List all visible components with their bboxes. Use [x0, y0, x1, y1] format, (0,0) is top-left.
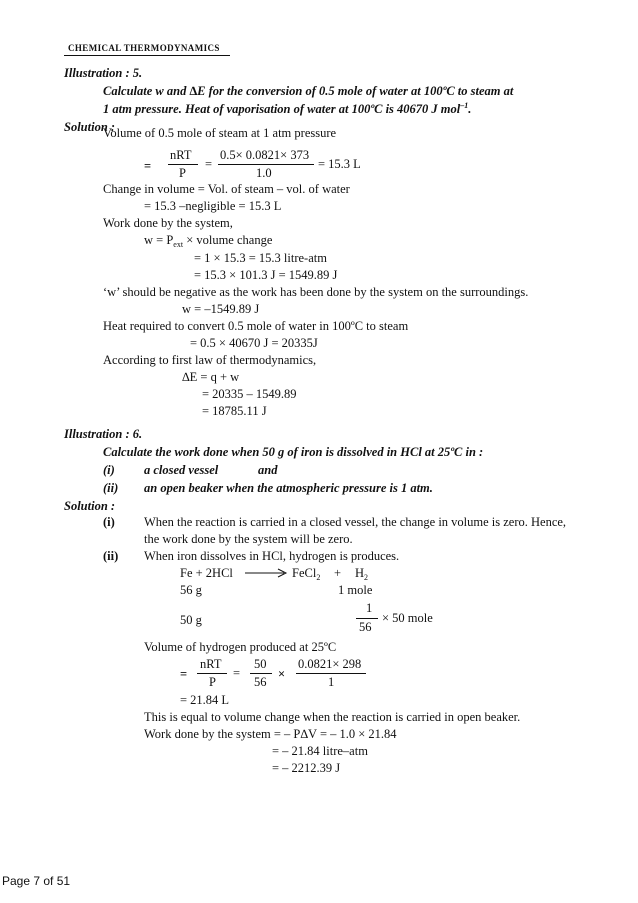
illustration-5-question-line1: Calculate w and ∆E for the conversion of 0.5 mole of water at 100ºC to steam at — [103, 84, 514, 98]
eq2-equals: = — [180, 667, 188, 681]
sol6-equal-volume: This is equal to volume change when the reaction is carried in open beaker. — [144, 710, 521, 724]
eq2-denominator-3: 1 — [328, 675, 335, 689]
reaction-56g: 56 g — [180, 583, 202, 597]
eq1-fraction-bar-1 — [168, 164, 198, 165]
reaction-plus: + — [334, 566, 342, 580]
eq1-equals: = — [144, 159, 152, 173]
sol6-i-line2: the work done by the system will be zero. — [144, 532, 353, 546]
sol6-i-line1: When the reaction is carried in a closed vessel, the change in volume is zero. Hence, — [144, 515, 567, 529]
sol5-heat-value: = 0.5 × 40670 J = 20335J — [190, 336, 318, 350]
sol5-w-pext: $w = P_{ext}$ × volume change — [144, 233, 273, 249]
illustration-5-label: Illustration : 5. — [64, 66, 143, 80]
reaction-reactants: Fe + 2HCl — [180, 566, 233, 580]
reaction-fecl2: FeCl$_2$ — [292, 566, 321, 582]
sol5-negligible: = 15.3 –negligible = 15.3 L — [144, 199, 282, 213]
sol5-work-done: Work done by the system, — [103, 216, 233, 230]
illustration-6-question: Calculate the work done when 50 g of iron is dissolved in HCl at 25ºC in : — [103, 445, 484, 459]
solution-5-label: Solution : — [64, 120, 116, 134]
header-rule — [64, 55, 230, 56]
moles-fraction-rest: × 50 mole — [382, 611, 433, 625]
reaction-arrow-icon — [244, 566, 288, 580]
eq2-fraction-bar-3 — [296, 673, 366, 674]
eq1-denominator-2: 1.0 — [256, 166, 272, 180]
sol6-ii-line1: When iron dissolves in HCl, hydrogen is produces. — [144, 549, 400, 563]
eq2-numerator-2: 50 — [254, 657, 267, 671]
sol6-work-done: Work done by the system = – P∆V = – 1.0 × 21.84 — [144, 727, 397, 741]
moles-fraction-denominator: 56 — [359, 620, 372, 634]
eq2-times: × — [278, 667, 286, 681]
reaction-h2: $H_2$ — [355, 566, 369, 582]
sol5-joules: = 15.3 × 101.3 J = 1549.89 J — [194, 268, 338, 282]
eq1-result: = 15.3 L — [318, 157, 361, 171]
solution-6-label: Solution : — [64, 499, 116, 513]
sol5-line-volume: Volume of 0.5 mole of steam at 1 atm pressure — [103, 126, 337, 140]
part-ii-number: (ii) — [103, 481, 119, 495]
eq2-denominator-1: P — [209, 675, 216, 689]
running-header: CHEMICAL THERMODYNAMICS — [68, 43, 220, 53]
moles-fraction-bar — [356, 618, 378, 619]
sol6-volume-h2: Volume of hydrogen produced at 25ºC — [144, 640, 337, 654]
eq2-fraction-bar-2 — [250, 673, 272, 674]
reaction-50g: 50 g — [180, 613, 202, 627]
part-i-and: and — [258, 463, 278, 477]
part-i-text: a closed vessel — [144, 463, 219, 477]
eq1-numerator-2-text: 0.5× 0.0821× 373 — [220, 148, 310, 162]
sol5-delta-e: ∆E = q + w — [182, 370, 240, 384]
sol6-i-number: (i) — [103, 515, 115, 529]
part-i-number: (i) — [103, 463, 115, 477]
sol6-ii-number: (ii) — [103, 549, 119, 563]
sol5-result: = 18785.11 J — [202, 404, 267, 418]
sol5-subtraction: = 20335 – 1549.89 — [202, 387, 297, 401]
sol5-negative-note: ‘w’ should be negative as the work has been done by the system on the surroundings. — [103, 285, 529, 299]
eq1-denominator-1: P — [179, 166, 186, 180]
eq1-fraction-bar-2 — [218, 164, 314, 165]
eq2-equals-2: = — [233, 666, 241, 680]
moles-fraction-numerator: 1 — [366, 601, 373, 615]
part-ii-text: an open beaker when the atmospheric pressure is 1 atm. — [144, 481, 433, 495]
eq2-numerator-3: 0.0821× 298 — [298, 657, 362, 671]
sol5-first-law: According to first law of thermodynamics, — [103, 353, 317, 367]
sol5-heat-required: Heat required to convert 0.5 mole of water in 100ºC to steam — [103, 319, 409, 333]
sol5-litre-atm: = 1 × 15.3 = 15.3 litre-atm — [194, 251, 327, 265]
illustration-6-label: Illustration : 6. — [64, 427, 143, 441]
sol5-change-volume: Change in volume = Vol. of steam – vol. of water — [103, 182, 350, 196]
sol6-joules: = – 2212.39 J — [272, 761, 341, 775]
reaction-1mole: 1 mole — [338, 583, 373, 597]
eq2-result: = 21.84 L — [180, 693, 230, 707]
sol6-litre-atm: = – 21.84 litre–atm — [272, 744, 368, 758]
eq1-numerator-1: nRT — [170, 148, 192, 162]
illustration-5-question-line2: 1 atm pressure. Heat of vaporisation of water at 100ºC is 40670 J mol$^{-1}$. — [103, 101, 472, 116]
eq2-fraction-bar-1 — [197, 673, 227, 674]
eq1-equals-2: = — [205, 157, 213, 171]
page-number: Page 7 of 51 — [2, 874, 71, 888]
eq2-numerator-1: nRT — [200, 657, 222, 671]
sol5-w-value: w = –1549.89 J — [182, 302, 260, 316]
eq2-denominator-2: 56 — [254, 675, 267, 689]
